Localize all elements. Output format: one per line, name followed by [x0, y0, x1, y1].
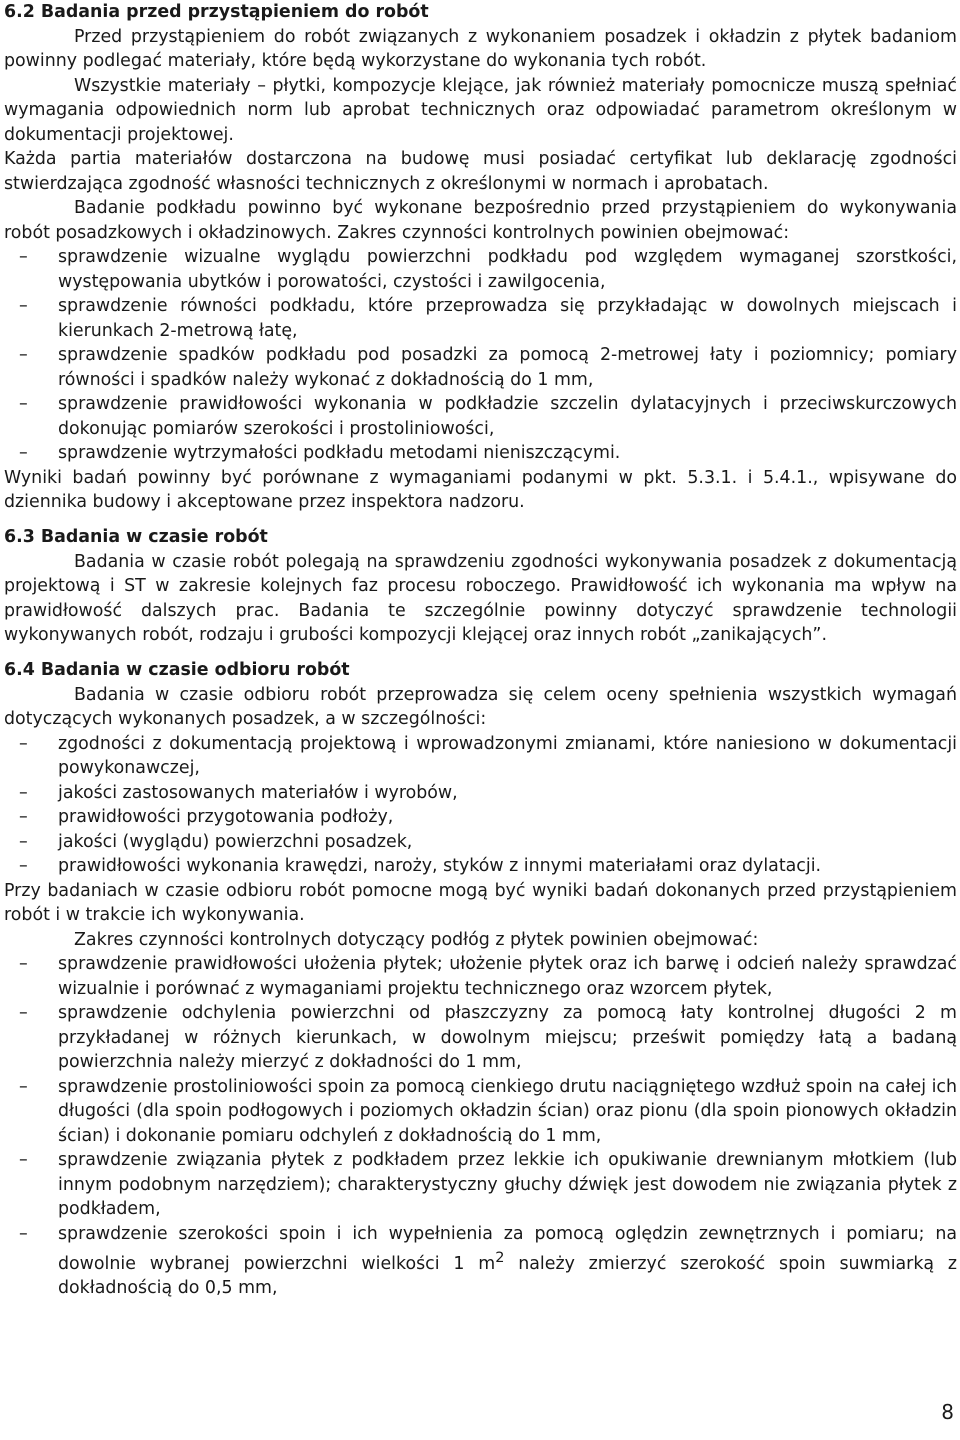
list-item: – sprawdzenie równości podkładu, które przeprowadza się przykładając w dowolnych miejscach i kierunkach 2-metrową łatę, — [4, 294, 957, 343]
section-heading-6-2: 6.2 Badania przed przystąpieniem do robót — [4, 2, 429, 22]
paragraph: Wszystkie materiały – płytki, kompozycje klejące, jak również materiały pomocnicze muszą spełniać wymagania odpowiednich norm lub aprobat technicznych oraz odpowiadać parametrom określonym w dokumentacji projektowej. — [4, 75, 957, 145]
paragraph: Badanie podkładu powinno być wykonane bezpośrednio przed przystąpieniem do wykonywania robót posadzkowych i okładzinowych. Zakres czynności kontrolnych powinien obejmować: — [4, 198, 957, 243]
section-heading-6-4: 6.4 Badania w czasie odbioru robót — [4, 660, 350, 680]
list-item: – sprawdzenie wizualne wyglądu powierzchni podkładu pod względem wymaganej szorstkości, występowania ubytków i porowatości, czystości i zawilgocenia, — [4, 245, 957, 294]
list-item: – sprawdzenie prostoliniowości spoin za pomocą cienkiego drutu naciągniętego wzdłuż spoin na całej ich długości (dla spoin podłogowych i poziomych okładzin ścian) oraz pionu (dla spoin pionowych okładzin ścian) i dokonanie pomiaru odchyleń z dokładnością do 1 mm, — [4, 1075, 957, 1149]
paragraph: Badania w czasie robót polegają na sprawdzeniu zgodności wykonywania posadzek z dokumentacją projektową i ST w zakresie kolejnych faz procesu roboczego. Prawidłowość ich wykonania ma wpływ na prawidłowość dalszych prac. Badania te szczególnie powinny dotyczyć sprawdzenie technologii wykonywanych robót, rodzaju i grubości kompozycji klejącej oraz innych robót „zanikających”. — [4, 551, 957, 645]
list-item: – sprawdzenie spadków podkładu pod posadzki za pomocą 2-metrowej łaty i poziomnicy; pomiary równości i spadków należy wykonać z dokładnością do 1 mm, — [4, 343, 957, 392]
list-item — [4, 1222, 957, 1301]
list-item: – sprawdzenie prawidłowości wykonania w podkładzie szczelin dylatacyjnych i przeciwskurczowych dokonując pomiarów szerokości i prostoliniowości, — [4, 392, 957, 441]
paragraph: Badania w czasie odbioru robót przeprowadza się celem oceny spełnienia wszystkich wymagań dotyczących wykonanych posadzek, a w szczególności: — [4, 684, 957, 729]
list-item: – sprawdzenie wytrzymałości podkładu metodami nieniszczącymi. — [4, 441, 957, 466]
section-heading-6-3: 6.3 Badania w czasie robót — [4, 527, 268, 547]
list-item-text: należy zmierzyć szerokość spoin suwmiarką z dokładnością do 0,5 mm, — [58, 1253, 957, 1299]
dash-list — [4, 732, 957, 879]
list-item: – sprawdzenie odchylenia powierzchni od płaszczyzny za pomocą łaty kontrolnej długości 2 m przykładanej w różnych kierunkach, w dowolnym miejscu; prześwit pomiędzy łatą a badaną powierzchnia należy mierzyć z dokładności do 1 mm, — [4, 1001, 957, 1075]
list-item: – zgodności z dokumentacją projektową i wprowadzonymi zmianami, które naniesiono w dokumentacji powykonawczej, — [4, 732, 957, 781]
list-item: – sprawdzenie związania płytek z podkładem przez lekkie ich opukiwanie drewnianym młotkiem (lub innym podobnym narzędziem); charakterystyczny głuchy dźwięk jest dowodem nie związania płytek z podkładem, — [4, 1148, 957, 1222]
list-item-text: sprawdzenie szerokości spoin i ich wypełnienia za pomocą oględzin zewnętrznych i pomiaru; na dowolnie wybranej powierzchni wielkości 1 m — [58, 1223, 957, 1274]
page-number: 8 — [941, 1400, 954, 1424]
list-item: – jakości (wyglądu) powierzchni posadzek, — [4, 830, 957, 855]
dash-list — [4, 952, 957, 1301]
list-item: – jakości zastosowanych materiałów i wyrobów, — [4, 781, 957, 806]
superscript: 2 — [495, 1250, 505, 1266]
list-item: – prawidłowości przygotowania podłoży, — [4, 805, 957, 830]
paragraph: Przy badaniach w czasie odbioru robót pomocne mogą być wyniki badań dokonanych przed przystąpieniem robót i w trakcie ich wykonywania. — [4, 880, 957, 925]
list-item: – sprawdzenie prawidłowości ułożenia płytek; ułożenie płytek oraz ich barwę i odcień należy sprawdzać wizualnie i porównać z wymaganiami projektu technicznego oraz wzorcem płytek, — [4, 952, 957, 1001]
paragraph: Zakres czynności kontrolnych dotyczący podłóg z płytek powinien obejmować: — [74, 929, 759, 950]
paragraph: Przed przystąpieniem do robót związanych z wykonaniem posadzek i okładzin z płytek badaniom powinny podlegać materiały, które będą wykorzystane do wykonania tych robót. — [4, 26, 957, 71]
document-page — [4, 0, 957, 1301]
list-item: – prawidłowości wykonania krawędzi, naroży, styków z innymi materiałami oraz dylatacji. — [4, 854, 957, 879]
dash-list — [4, 245, 957, 466]
paragraph: Każda partia materiałów dostarczona na budowę musi posiadać certyfikat lub deklarację zgodności stwierdzająca zgodność własności technicznych z określonymi w normach i aprobatach. — [4, 149, 957, 194]
paragraph: Wyniki badań powinny być porównane z wymaganiami podanymi w pkt. 5.3.1. i 5.4.1., wpisywane do dziennika budowy i akceptowane przez inspektora nadzoru. — [4, 467, 957, 512]
